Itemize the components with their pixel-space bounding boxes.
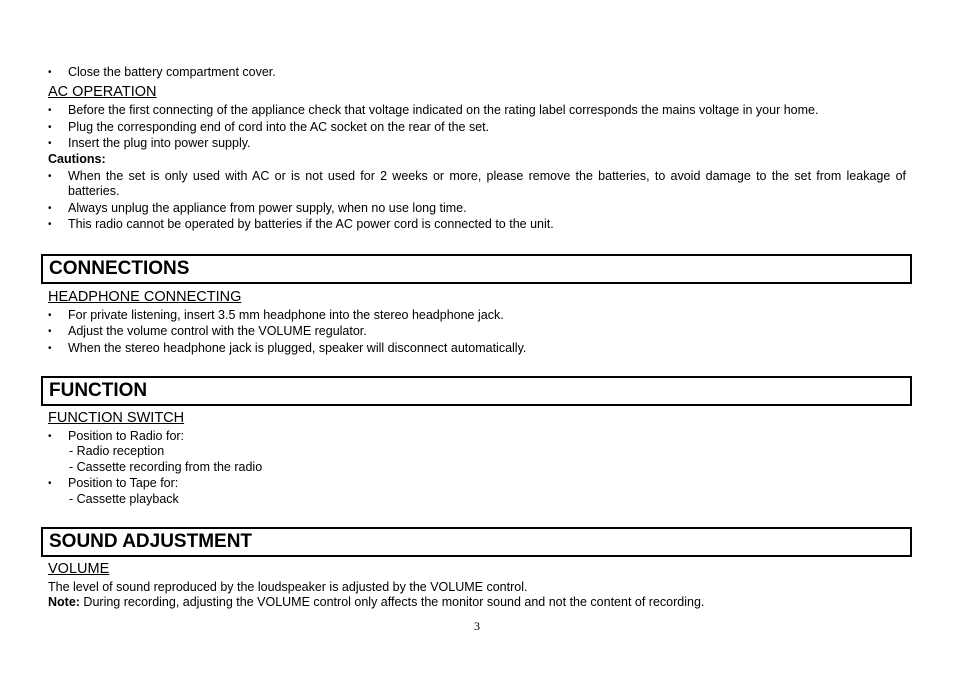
sub-item: - Radio reception — [69, 444, 165, 458]
list-item-text: Position to Tape for: — [68, 476, 179, 490]
note-label: Note: — [48, 595, 80, 609]
bullet-icon: • — [48, 326, 52, 337]
function-section-header — [41, 376, 912, 406]
section-title: SOUND ADJUSTMENT — [49, 531, 253, 552]
bullet-icon: • — [48, 67, 52, 78]
list-item-text: Plug the corresponding end of cord into the AC socket on the rear of the set. — [68, 120, 490, 134]
bullet-icon: • — [48, 138, 52, 149]
section-title: FUNCTION — [49, 380, 148, 401]
bullet-icon: • — [48, 203, 52, 214]
bullet-icon: • — [48, 105, 52, 116]
sound-adjustment-section-header — [41, 527, 912, 557]
list-item-text: Position to Radio for: — [68, 429, 185, 443]
headphone-connecting-heading: HEADPHONE CONNECTING — [48, 289, 242, 305]
list-item-text: Always unplug the appliance from power supply, when no use long time. — [68, 201, 467, 215]
note-text: During recording, adjusting the VOLUME control only affects the monitor sound and not the content of recording. — [79, 595, 705, 609]
function-switch-heading: FUNCTION SWITCH — [48, 410, 185, 426]
list-item-text: This radio cannot be operated by batteries if the AC power cord is connected to the unit. — [68, 217, 554, 231]
page-number: 3 — [474, 619, 480, 633]
list-item-text: When the stereo headphone jack is plugged, speaker will disconnect automatically. — [68, 341, 527, 355]
list-item-text: When the set is only used with AC or is not used for 2 weeks or more, please remove the batteries, to avoid damage to the set from leakage of batteries. — [68, 169, 906, 198]
bullet-icon: • — [48, 219, 52, 230]
sub-item: - Cassette playback — [69, 492, 179, 506]
connections-section-header — [41, 254, 912, 284]
note-paragraph — [48, 595, 704, 610]
list-item — [48, 169, 906, 199]
volume-heading: VOLUME — [48, 561, 110, 577]
volume-description: The level of sound reproduced by the loudspeaker is adjusted by the VOLUME control. — [48, 580, 528, 594]
bullet-icon: • — [48, 171, 52, 182]
bullet-icon: • — [48, 343, 52, 354]
sub-item: - Cassette recording from the radio — [69, 460, 263, 474]
section-title: CONNECTIONS — [49, 258, 190, 279]
bullet-icon: • — [48, 122, 52, 133]
bullet-icon: • — [48, 431, 52, 442]
list-item-text: Before the first connecting of the appliance check that voltage indicated on the rating label corresponds the mains voltage in your home. — [68, 103, 819, 117]
cautions-label: Cautions: — [48, 152, 106, 166]
list-item-text: Insert the plug into power supply. — [68, 136, 251, 150]
list-item-text: Adjust the volume control with the VOLUME regulator. — [68, 324, 367, 338]
list-item-text: Close the battery compartment cover. — [68, 65, 276, 79]
bullet-icon: • — [48, 478, 52, 489]
list-item-text: For private listening, insert 3.5 mm headphone into the stereo headphone jack. — [68, 308, 504, 322]
ac-operation-heading: AC OPERATION — [48, 84, 157, 100]
bullet-icon: • — [48, 310, 52, 321]
